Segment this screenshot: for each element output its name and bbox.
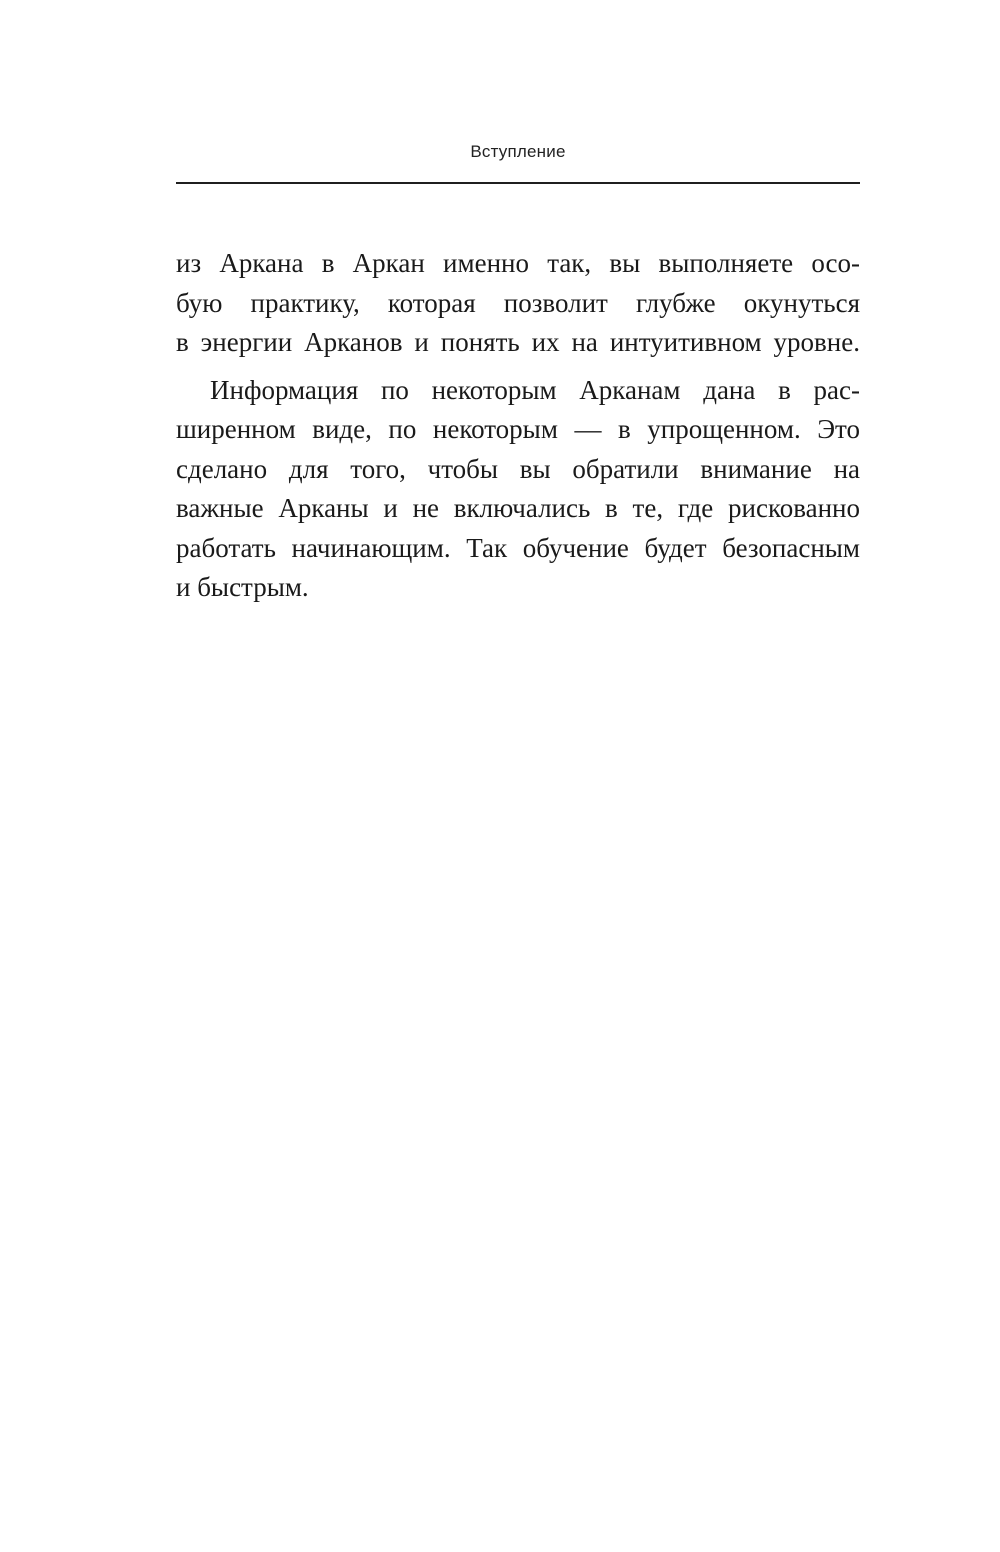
text-line: и быстрым. xyxy=(176,572,309,602)
text-line: сделано для того, чтобы вы обратили внимание на xyxy=(176,453,860,484)
paragraph-2 xyxy=(176,371,860,608)
text-line: работать начинающим. Так обучение будет безопасным xyxy=(176,532,860,563)
text-line: важные Арканы и не включались в те, где рискованно xyxy=(176,493,860,523)
text-line: ширенном виде, по некоторым — в упрощенном. Это xyxy=(176,414,860,444)
text-line: в энергии Арканов и понять их на интуитивном уровне. xyxy=(176,327,860,357)
paragraph-1 xyxy=(176,244,860,363)
text-line: Информация по некоторым Арканам дана в рас- xyxy=(210,374,860,405)
text-line: бую практику, которая позволит глубже окунуться xyxy=(176,287,860,318)
running-title: Вступление xyxy=(470,142,566,161)
text-line: из Аркана в Аркан именно так, вы выполняете осо- xyxy=(176,248,860,278)
header-rule xyxy=(176,182,860,184)
body-text xyxy=(176,244,860,608)
